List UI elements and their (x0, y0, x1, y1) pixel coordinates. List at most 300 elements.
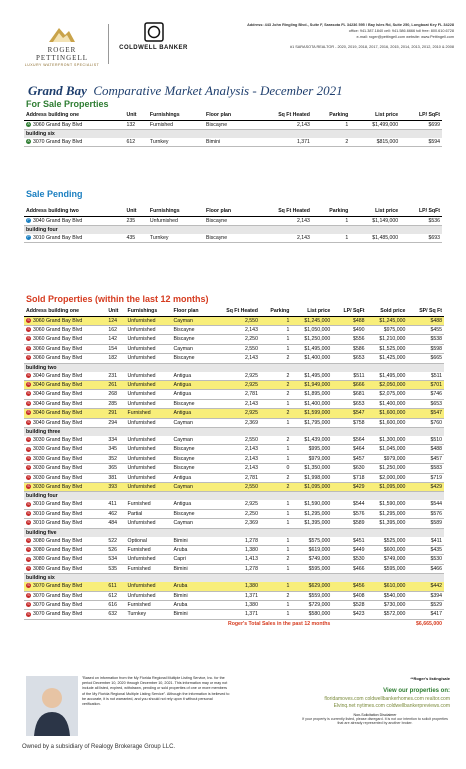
table-cell: $451 (332, 537, 366, 546)
table-cell: $653 (332, 354, 366, 363)
table-cell: 294 (106, 418, 125, 427)
status-icon: P (27, 217, 30, 222)
table-cell: Furnished (126, 500, 172, 509)
column-header: SP/ Sq Ft (407, 308, 444, 316)
contact-block (184, 22, 454, 50)
table-cell: Biscayne (172, 354, 212, 363)
header-row (24, 308, 444, 316)
table-cell: $559,000 (291, 591, 332, 600)
building-group-row (24, 528, 444, 537)
table-cell: Bimini (172, 537, 212, 546)
table-row (24, 335, 444, 344)
table-cell: Cayman (172, 436, 212, 445)
table-cell: $408 (332, 591, 366, 600)
table-cell: Unfurnished (126, 354, 172, 363)
column-header: Floor plan (204, 208, 252, 216)
table-row (24, 473, 444, 482)
status-icon: S (27, 437, 30, 442)
status-icon: S (27, 520, 30, 525)
table-cell: 1 (260, 564, 291, 573)
table-cell: $1,149,000 (350, 216, 400, 225)
status-icon: S (27, 537, 30, 542)
header-row (24, 208, 442, 216)
table-cell: 484 (106, 519, 125, 528)
table-cell: $429 (407, 483, 444, 492)
column-header: Furnishings (126, 308, 172, 316)
building-group-row (24, 427, 444, 436)
table-cell: $681 (332, 390, 366, 399)
logo-divider (108, 24, 109, 64)
links-row-2[interactable]: Elvinq.net nytimes.com coldwellbankerpreviews.com (333, 703, 450, 709)
status-icon: S (27, 400, 30, 405)
table-cell: 0 (260, 464, 291, 473)
table-cell: Turnkey (148, 234, 204, 243)
table-cell: $1,795,000 (291, 418, 332, 427)
table-cell: $564 (332, 436, 366, 445)
table-row (24, 454, 444, 463)
table-cell: Furnished (148, 120, 204, 129)
building-label: building six (24, 129, 442, 138)
table-cell: $666 (332, 380, 366, 389)
table-cell: $1,245,000 (291, 316, 332, 325)
table-cell: $1,400,000 (291, 399, 332, 408)
table-cell: Unfurnished (126, 582, 172, 591)
mountain-logo-icon (47, 22, 77, 44)
table-cell: 2,143 (252, 120, 311, 129)
table-cell: Biscayne (204, 234, 252, 243)
table-row (24, 354, 444, 363)
table-cell: Cayman (172, 344, 212, 353)
cb-seal-icon (144, 22, 164, 42)
table-cell: $598 (407, 344, 444, 353)
table-cell: 612 (124, 138, 147, 147)
table-cell: 1,380 (211, 582, 260, 591)
table-cell: S 3060 Grand Bay Blvd (24, 325, 106, 334)
table-cell: Cayman (172, 519, 212, 528)
table-row (24, 234, 442, 243)
table-cell: $580,000 (291, 610, 332, 619)
table-cell: $547 (332, 409, 366, 418)
table-cell: Unfurnished (126, 316, 172, 325)
table-cell: Unfurnished (126, 325, 172, 334)
table-cell: 1 (260, 601, 291, 610)
table-cell: Unfurnished (126, 519, 172, 528)
table-cell: S 3060 Grand Bay Blvd (24, 344, 106, 353)
table-cell: 1,380 (211, 546, 260, 555)
table-row (24, 216, 442, 225)
table-cell: 616 (106, 601, 125, 610)
column-header: LP/ SqFt (332, 308, 366, 316)
status-icon: S (27, 382, 30, 387)
table-cell: Cayman (172, 483, 212, 492)
table-cell: Bimini (172, 610, 212, 619)
table-cell: $1,600,000 (366, 418, 407, 427)
table-cell: 1 (260, 454, 291, 463)
table-cell: 365 (106, 464, 125, 473)
table-cell: $729,000 (291, 601, 332, 610)
table-cell: S 3040 Grand Bay Blvd (24, 380, 106, 389)
table-cell: $394 (407, 591, 444, 600)
footer-right (300, 676, 450, 725)
table-cell: $1,395,000 (291, 519, 332, 528)
table-cell: $511 (407, 372, 444, 381)
table-cell: $544 (332, 500, 366, 509)
table-cell: Unfurnished (126, 483, 172, 492)
status-icon: S (27, 391, 30, 396)
nsd-title: Non-Solicitation Disclaimer (353, 713, 397, 717)
table-cell: Unfurnished (126, 473, 172, 482)
table-cell: S 3040 Grand Bay Blvd (24, 390, 106, 399)
table-cell: $1,599,000 (291, 409, 332, 418)
table-cell: Biscayne (172, 325, 212, 334)
table-row (24, 380, 444, 389)
table-cell: Bimini (204, 138, 252, 147)
building-group-row (24, 574, 444, 583)
status-icon: S (27, 345, 30, 350)
table-cell: Unfurnished (126, 555, 172, 564)
table-row (24, 399, 444, 408)
table-cell: $488 (407, 445, 444, 454)
column-header: Floor plan (204, 112, 252, 120)
table-cell: $979,000 (366, 454, 407, 463)
table-cell: 2,550 (211, 344, 260, 353)
table-row (24, 582, 444, 591)
table-cell: 162 (106, 325, 125, 334)
table-cell: Capri (172, 555, 212, 564)
table-cell: $815,000 (350, 138, 400, 147)
location-name: Grand Bay (28, 83, 87, 98)
table-cell: S 3070 Grand Bay Blvd (24, 591, 106, 600)
building-group-row (24, 225, 442, 234)
table-cell: $1,590,000 (291, 500, 332, 509)
status-icon: S (27, 592, 30, 597)
table-cell: S 3060 Grand Bay Blvd (24, 316, 106, 325)
table-cell: $746 (407, 390, 444, 399)
table-cell: 1,278 (211, 564, 260, 573)
table-cell: $1,350,000 (291, 464, 332, 473)
table-cell: Antigua (172, 473, 212, 482)
pending-heading: Sale Pending (26, 189, 83, 199)
table-cell: 2 (260, 483, 291, 492)
agent-photo (26, 676, 78, 736)
building-group-row (24, 129, 442, 138)
table-cell: 612 (106, 591, 125, 600)
table-cell: Antigua (172, 390, 212, 399)
table-cell: Bimini (172, 591, 212, 600)
table-cell: 1 (260, 519, 291, 528)
table-cell: $653 (332, 399, 366, 408)
column-header: Address building one (24, 308, 106, 316)
table-cell: 1 (312, 234, 350, 243)
table-cell: 142 (106, 335, 125, 344)
table-cell: Turnkey (148, 138, 204, 147)
table-cell: 261 (106, 380, 125, 389)
table-cell: $1,425,000 (366, 354, 407, 363)
table-cell: 632 (106, 610, 125, 619)
table-cell: Biscayne (172, 399, 212, 408)
table-cell: Aruba (172, 582, 212, 591)
table-cell: 1 (260, 418, 291, 427)
table-cell: 1 (260, 316, 291, 325)
table-cell: $457 (332, 454, 366, 463)
table-cell: 2,250 (211, 335, 260, 344)
building-label: building four (24, 225, 442, 234)
table-cell: $1,095,000 (366, 483, 407, 492)
column-header: Unit (124, 112, 147, 120)
table-cell: 2,369 (211, 519, 260, 528)
table-cell: $589 (407, 519, 444, 528)
status-icon: S (27, 510, 30, 515)
table-cell: $1,439,000 (291, 436, 332, 445)
column-header: Unit (106, 308, 125, 316)
status-icon: S (27, 611, 30, 616)
table-cell: $595,000 (291, 564, 332, 573)
table-cell: 2 (260, 436, 291, 445)
table-cell: S 3040 Grand Bay Blvd (24, 399, 106, 408)
table-cell: 291 (106, 409, 125, 418)
table-cell: S 3030 Grand Bay Blvd (24, 436, 106, 445)
table-cell: Biscayne (172, 335, 212, 344)
table-cell: $630 (332, 464, 366, 473)
table-cell: 2,143 (211, 454, 260, 463)
table-cell: A 3070 Grand Bay Blvd (24, 138, 124, 147)
table-cell: 1 (260, 509, 291, 518)
table-cell: $629,000 (291, 582, 332, 591)
table-cell: $1,210,000 (366, 335, 407, 344)
links-row-1[interactable]: floridamoves.com coldwellbankerhomes.com realtor.com (324, 696, 450, 702)
table-cell: 1 (260, 335, 291, 344)
table-cell: 1,371 (211, 610, 260, 619)
phone-line: office: 941.387.1840 cell: 941.586.6666 toll free: 800.610.6728 (348, 29, 454, 34)
table-cell: 2,369 (211, 418, 260, 427)
status-icon: S (27, 565, 30, 570)
table-cell: 2,143 (211, 445, 260, 454)
table-cell: $758 (332, 418, 366, 427)
nsd-text: If your property is currently listed, please disregard. It is not our intention to solicit properties that are already represented by another broker. (302, 717, 448, 725)
table-cell: $653 (407, 399, 444, 408)
table-cell: Unfurnished (126, 436, 172, 445)
table-cell: $1,499,000 (350, 120, 400, 129)
table-cell: Unfurnished (126, 335, 172, 344)
table-row (24, 509, 444, 518)
table-row (24, 610, 444, 619)
status-icon: P (27, 235, 30, 240)
table-cell: 1,278 (211, 537, 260, 546)
table-cell: 2,143 (211, 464, 260, 473)
table-cell: $547 (407, 409, 444, 418)
table-cell: $2,000,000 (366, 473, 407, 482)
table-cell: 2 (260, 390, 291, 399)
table-cell: S 3010 Grand Bay Blvd (24, 509, 106, 518)
table-cell: 526 (106, 546, 125, 555)
table-cell: 2 (260, 591, 291, 600)
table-cell: S 3030 Grand Bay Blvd (24, 464, 106, 473)
table-row (24, 390, 444, 399)
table-cell: $457 (407, 454, 444, 463)
table-cell: 182 (106, 354, 125, 363)
table-cell: Unfurnished (126, 380, 172, 389)
table-cell: $572,000 (366, 610, 407, 619)
table-cell: $1,295,000 (291, 509, 332, 518)
table-cell: Cayman (172, 316, 212, 325)
table-cell: Cayman (172, 418, 212, 427)
table-cell: 2,781 (211, 390, 260, 399)
column-header: Sq Ft Heated (252, 208, 311, 216)
table-cell: 1 (312, 120, 350, 129)
table-cell: 345 (106, 445, 125, 454)
table-cell: 2 (260, 380, 291, 389)
table-cell: Furnished (126, 564, 172, 573)
table-cell: $760 (407, 418, 444, 427)
table-cell: Antigua (172, 500, 212, 509)
table-cell: $730,000 (366, 601, 407, 610)
column-header: Address building two (24, 208, 124, 216)
status-icon: S (27, 602, 30, 607)
table-cell: $749,000 (291, 555, 332, 564)
table-cell: $718 (332, 473, 366, 482)
table-cell: P 3040 Grand Bay Blvd (24, 216, 124, 225)
table-cell: $466 (332, 564, 366, 573)
ranking-line: #1 SARASOTA REALTOR - 2020, 2019, 2018, 2017, 2016, 2015, 2014, 2013, 2012, 2010 & 2008 (289, 44, 454, 49)
column-header: List price (350, 112, 400, 120)
column-header: LP/ SqFt (400, 112, 442, 120)
table-cell: 1 (260, 445, 291, 454)
table-cell: Unfurnished (126, 591, 172, 600)
table-cell: $528 (332, 601, 366, 610)
table-cell: $1,600,000 (366, 409, 407, 418)
table-cell: 1,380 (211, 601, 260, 610)
table-cell: S 3010 Grand Bay Blvd (24, 500, 106, 509)
building-label: building four (24, 492, 444, 501)
table-cell: $442 (407, 582, 444, 591)
table-cell: Bimini (172, 564, 212, 573)
table-cell: Biscayne (172, 464, 212, 473)
table-row (24, 138, 442, 147)
table-row (24, 601, 444, 610)
table-cell: 1 (260, 546, 291, 555)
table-cell: $699 (400, 120, 442, 129)
table-cell: 2,550 (211, 436, 260, 445)
table-cell: 1,371 (211, 591, 260, 600)
table-cell: $1,495,000 (291, 372, 332, 381)
letterhead (0, 0, 466, 78)
table-cell: 2 (260, 354, 291, 363)
table-row (24, 372, 444, 381)
building-label: building two (24, 363, 444, 372)
table-cell: $576 (407, 509, 444, 518)
email-line: e-mail: roger@pettingell.com website: www.Pettingell.com (356, 35, 454, 40)
table-cell: S 3060 Grand Bay Blvd (24, 335, 106, 344)
status-icon: S (27, 372, 30, 377)
table-cell: 1 (260, 500, 291, 509)
for-sale-table (24, 112, 442, 147)
table-cell: Unfurnished (126, 464, 172, 473)
table-cell: $1,250,000 (291, 335, 332, 344)
table-cell: $600,000 (366, 546, 407, 555)
table-cell: $665 (407, 354, 444, 363)
table-cell: $538 (407, 335, 444, 344)
for-sale-heading: For Sale Properties (26, 99, 109, 109)
table-cell: $610,000 (366, 582, 407, 591)
table-cell: 132 (124, 120, 147, 129)
table-cell: S 3040 Grand Bay Blvd (24, 372, 106, 381)
column-header: Furnishings (148, 112, 204, 120)
table-cell: $435 (407, 546, 444, 555)
mls-disclaimer: "Based on information from the My Florida Regional Multiple Listing Service, Inc. for the period December 10, 2020 through December 10, 2021. This information may or may not include all listed, expired, withdrawn, pending or sold properties of one or more members of the My Florida Regional Multiple Listing Service". Although the information is believed to be accurate, it is not warranted, and you should not rely upon it without personal verification. (82, 676, 230, 707)
table-row (24, 591, 444, 600)
column-header: Furnishings (148, 208, 204, 216)
table-cell: S 3080 Grand Bay Blvd (24, 555, 106, 564)
column-header: List price (291, 308, 332, 316)
status-icon: S (27, 474, 30, 479)
table-cell: 435 (124, 234, 147, 243)
status-icon: S (27, 317, 30, 322)
table-cell: S 3010 Grand Bay Blvd (24, 519, 106, 528)
table-cell: S 3070 Grand Bay Blvd (24, 610, 106, 619)
table-cell: 334 (106, 436, 125, 445)
table-row (24, 436, 444, 445)
table-cell: $975,000 (366, 325, 407, 334)
table-cell: $1,949,000 (291, 380, 332, 389)
table-row (24, 555, 444, 564)
table-cell: 411 (106, 500, 125, 509)
table-cell: S 3030 Grand Bay Blvd (24, 483, 106, 492)
table-cell: 124 (106, 316, 125, 325)
table-cell: 2,925 (211, 500, 260, 509)
table-cell: $1,050,000 (291, 325, 332, 334)
table-cell: S 3060 Grand Bay Blvd (24, 354, 106, 363)
table-cell: $749,000 (366, 555, 407, 564)
table-cell: $1,395,000 (366, 519, 407, 528)
table-cell: $456 (332, 582, 366, 591)
status-icon: S (27, 465, 30, 470)
table-row (24, 409, 444, 418)
table-cell: $1,590,000 (366, 500, 407, 509)
table-cell: $540,000 (366, 591, 407, 600)
table-cell: $576 (332, 509, 366, 518)
agent-portrait-icon (26, 676, 78, 736)
table-cell: $423 (332, 610, 366, 619)
page-title (28, 83, 343, 99)
column-header: Sq Ft Heated (211, 308, 260, 316)
table-cell: Unfurnished (126, 372, 172, 381)
table-row (24, 464, 444, 473)
table-cell: 2 (260, 473, 291, 482)
table-cell: $466 (407, 564, 444, 573)
table-cell: $525,000 (366, 537, 407, 546)
table-cell: $583 (407, 464, 444, 473)
table-cell: 2,925 (211, 409, 260, 418)
column-header: Parking (312, 208, 350, 216)
property-links (300, 696, 450, 710)
table-cell: 2,550 (211, 483, 260, 492)
table-cell: 393 (106, 483, 125, 492)
table-cell: $1,045,000 (366, 445, 407, 454)
table-cell: $1,400,000 (291, 354, 332, 363)
building-label: building three (24, 427, 444, 436)
table-cell: $2,050,000 (366, 380, 407, 389)
table-cell: Unfurnished (126, 454, 172, 463)
table-cell: 285 (106, 399, 125, 408)
view-properties-label: View our properties on: (383, 688, 450, 694)
table-row (24, 537, 444, 546)
column-header: Floor plan (172, 308, 212, 316)
column-header: LP/ SqFt (400, 208, 442, 216)
table-cell: 1 (260, 582, 291, 591)
table-cell: $595,000 (366, 564, 407, 573)
table-cell: Biscayne (172, 445, 212, 454)
table-cell: 2 (260, 409, 291, 418)
